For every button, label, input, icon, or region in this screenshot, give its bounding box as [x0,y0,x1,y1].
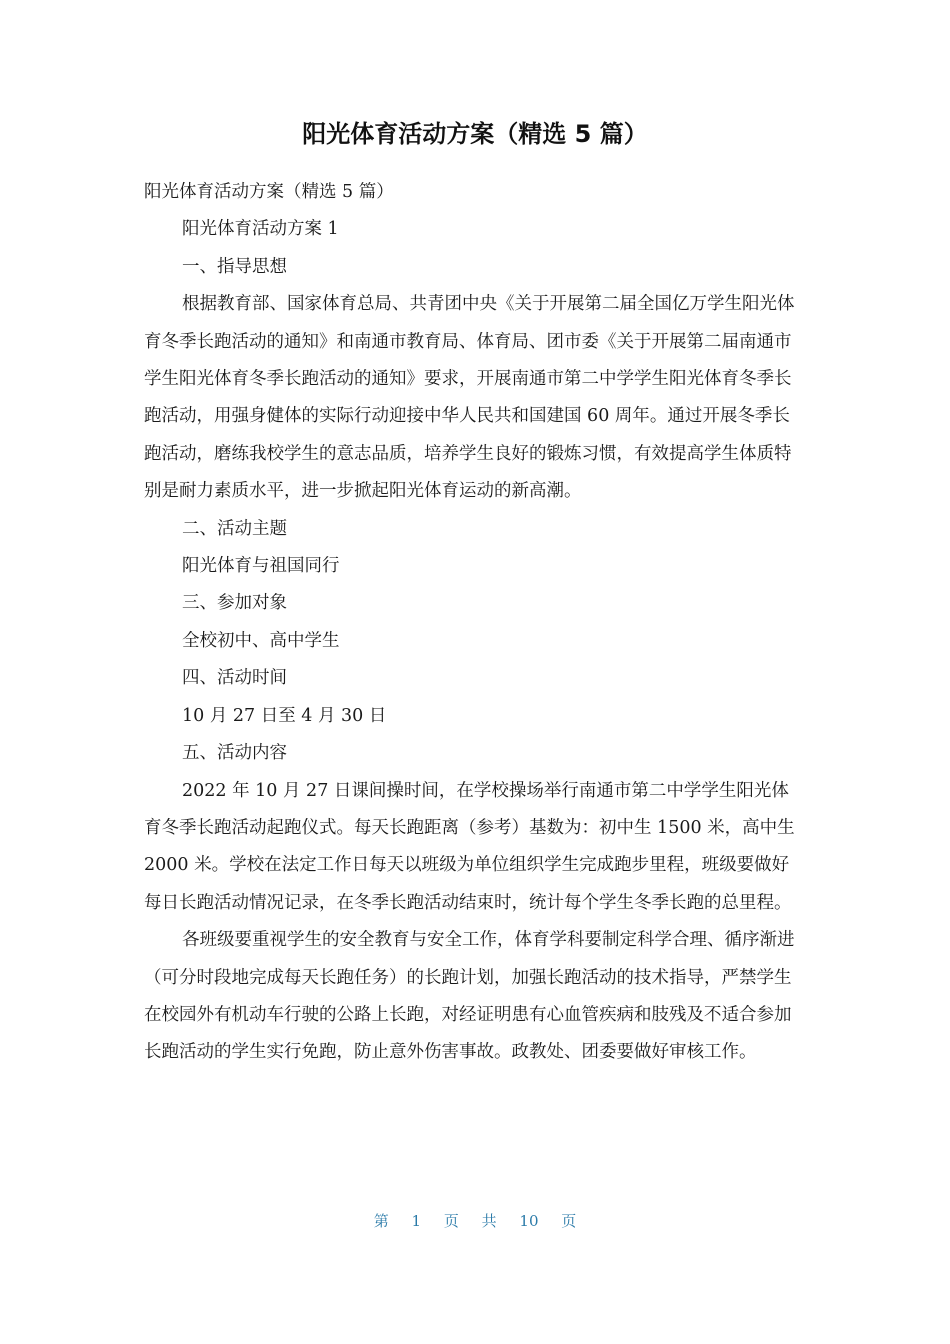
paragraph: 五、活动内容 [182,743,287,764]
paragraph: 阳光体育与祖国同行 [182,556,340,577]
paragraph: 三、参加对象 [182,593,287,614]
paragraph: 全校初中、高中学生 [182,630,340,651]
paragraph: 10 月 27 日至 4 月 30 日 [182,705,387,726]
paragraph: 一、指导思想 [182,256,287,277]
footer-prefix: 第 [373,1212,389,1230]
paragraph: 2022 年 10 月 27 日课间操时间，在学校操场举行南通市第二中学学生阳光体育冬季长跑活动起跑仪式。每天长跑距离（参考）基数为：初中生 1500 米，高中生 2000 米。学校在法定工作日每天以班级为单位组织学生完成跑步里程，班级要做好每日长跑活动情况记录，在冬季长跑活动结束时，统计每个学生冬季长跑的总里程。 [144,780,795,913]
footer-total-label: 共 [481,1212,497,1230]
footer-page-label: 页 [443,1212,459,1230]
paragraph: 各班级要重视学生的安全教育与安全工作，体育学科要制定科学合理、循序渐进（可分时段地完成每天长跑任务）的长跑计划，加强长跑活动的技术指导，严禁学生在校园外有机动车行驶的公路上长跑，对经证明患有心血管疾病和肢残及不适合参加长跑活动的学生实行免跑，防止意外伤害事故。政教处、团委要做好审核工作。 [144,930,795,1063]
paragraph: 阳光体育活动方案（精选 5 篇） [144,182,394,202]
footer-total-pages: 10 [519,1212,539,1230]
footer-current-page: 1 [411,1212,422,1230]
document-body [144,174,800,1072]
footer-suffix: 页 [561,1212,577,1230]
paragraph: 阳光体育活动方案 1 [182,219,339,240]
paragraph: 四、活动时间 [182,668,287,689]
paragraph: 根据教育部、国家体育总局、共青团中央《关于开展第二届全国亿万学生阳光体育冬季长跑活动的通知》和南通市教育局、体育局、团市委《关于开展第二届南通市学生阳光体育冬季长跑活动的通知》要求，开展南通市第二中学学生阳光体育冬季长跑活动，用强身健体的实际行动迎接中华人民共和国建国 60 周年。通过开展冬季长跑活动，磨练我校学生的意志品质，培养学生良好的锻炼习惯，有效提高学生体质特别是耐力素质水平，进一步掀起阳光体育运动的新高潮。 [144,294,795,502]
document-title: 阳光体育活动方案（精选 5 篇） [302,120,648,148]
page-footer [0,1210,950,1231]
paragraph: 二、活动主题 [182,518,287,539]
